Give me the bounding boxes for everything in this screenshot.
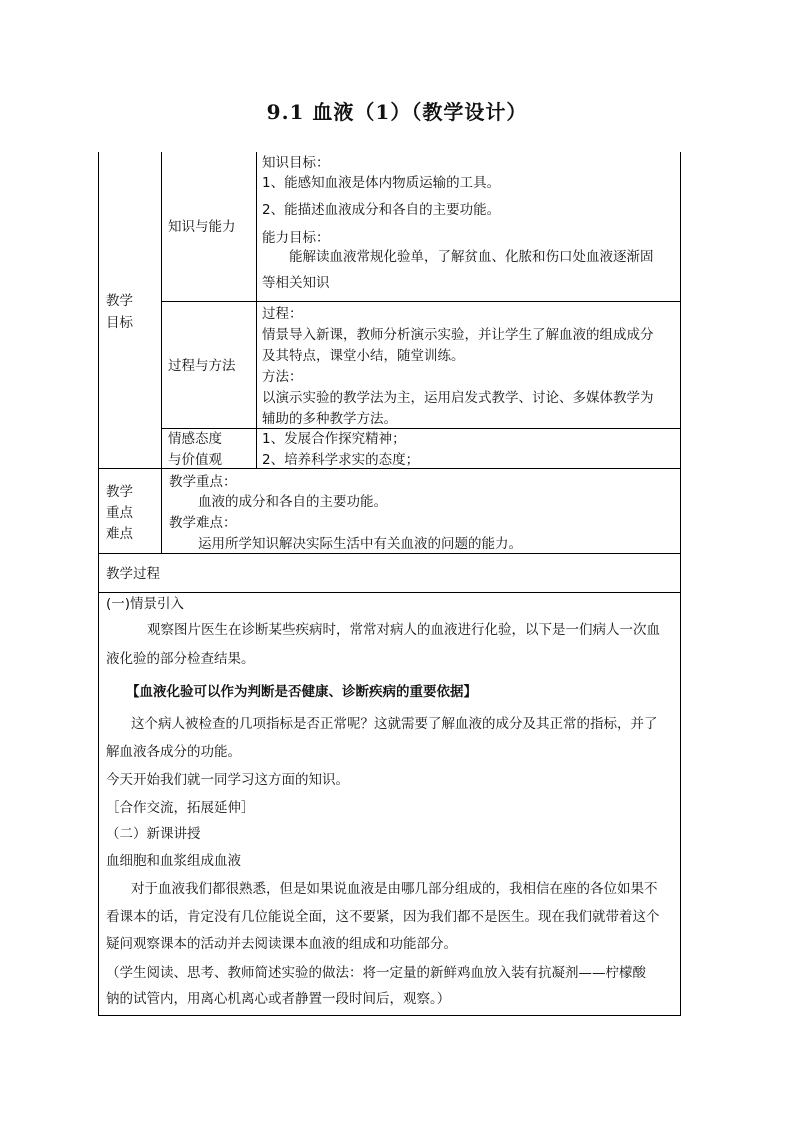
keypoints-line-1: 教学重点： (169, 474, 237, 490)
body-line-10: 血细胞和血浆组成血液 (106, 853, 241, 869)
goals-label-1: 教学 (106, 293, 133, 309)
process-line-5: 以演示实验的教学法为主，运用启发式教学、讨论、多媒体教学为 (262, 390, 654, 406)
body-line-1: (一)情景引入 (106, 596, 185, 612)
body-line-3: 液化验的部分检查结果。 (106, 651, 255, 667)
body-line-6: 解血液各成分的功能。 (106, 744, 241, 760)
row-divider-process-header (98, 592, 681, 593)
process-header: 教学过程 (106, 566, 160, 582)
body-line-7: 今天开始我们就一同学习这方面的知识。 (106, 772, 349, 788)
goals-label-2: 目标 (106, 315, 133, 331)
body-line-11: 对于血液我们都很熟悉，但是如果说血液是由哪几部分组成的，我相信在座的各位如果不 (131, 881, 658, 897)
body-line-14: （学生阅读、思考、教师简述实验的做法：将一定量的新鲜鸡血放入装有抗凝剂——柠檬酸 (106, 965, 646, 981)
process-line-1: 过程： (262, 306, 303, 322)
knowledge-line-6: 等相关知识 (262, 275, 330, 291)
knowledge-line-1: 知识目标： (262, 155, 330, 171)
body-highlight: 【血液化验可以作为判断是否健康、诊断疾病的重要依据】 (126, 684, 477, 700)
emotion-label-2: 与价值观 (168, 452, 222, 468)
knowledge-line-5: 能解读血液常规化验单，了解贫血、化脓和伤口处血液逐渐固 (289, 249, 654, 265)
row-divider-process (161, 428, 681, 429)
process-line-2: 情景导入新课，教师分析演示实验，并让学生了解血液的组成成分 (262, 327, 654, 343)
body-line-12: 看课本的话，肯定没有几位能说全面，这不要紧，因为我们都不是医生。现在我们就带着这个 (106, 909, 660, 925)
emotion-line-1: 1、发展合作探究精神； (262, 431, 406, 447)
row-divider-knowledge (161, 301, 681, 302)
keypoints-line-2: 血液的成分和各自的主要功能。 (198, 494, 387, 510)
keypoints-line-3: 教学难点： (169, 515, 237, 531)
lesson-plan-table (98, 152, 681, 1016)
keypoints-label-3: 难点 (106, 526, 133, 542)
process-line-6: 辅助的多种教学方法。 (262, 411, 397, 427)
body-line-15: 钠的试管内，用离心机离心或者静置一段时间后，观察。） (106, 991, 451, 1007)
table-divider-col2 (256, 152, 257, 469)
process-label: 过程与方法 (168, 358, 236, 374)
knowledge-line-3: 2、能描述血液成分和各自的主要功能。 (262, 202, 501, 218)
body-line-13: 疑问观察课本的活动并去阅读课本血液的组成和功能部分。 (106, 936, 457, 952)
knowledge-line-2: 1、能感知血液是体内物质运输的工具。 (262, 175, 501, 191)
body-line-8: ［合作交流，拓展延伸］ (106, 800, 255, 816)
body-line-2: 观察图片医生在诊断某些疾病时，常常对病人的血液进行化验，以下是一们病人一次血 (147, 622, 660, 638)
table-border-bottom (98, 1015, 681, 1016)
keypoints-label-2: 重点 (106, 505, 133, 521)
emotion-label-1: 情感态度 (168, 431, 222, 447)
table-border-left (98, 152, 99, 1016)
keypoints-label-1: 教学 (106, 484, 133, 500)
process-line-3: 及其特点，课堂小结，随堂训练。 (262, 348, 465, 364)
document-title: 9.1 血液（1）（教学设计） (266, 100, 528, 124)
body-line-5: 这个病人被检查的几项指标是否正常呢？这就需要了解血液的成分及其正常的指标，并了 (131, 716, 658, 732)
keypoints-line-4: 运用所学知识解决实际生活中有关血液的问题的能力。 (198, 536, 522, 552)
emotion-line-2: 2、培养科学求实的态度； (262, 452, 420, 468)
table-divider-col1 (161, 152, 162, 553)
body-line-9: （二）新课讲授 (106, 826, 201, 842)
process-line-4: 方法： (262, 369, 303, 385)
table-border-right (680, 152, 681, 1016)
knowledge-line-4: 能力目标： (262, 230, 330, 246)
knowledge-label: 知识与能力 (168, 219, 236, 235)
